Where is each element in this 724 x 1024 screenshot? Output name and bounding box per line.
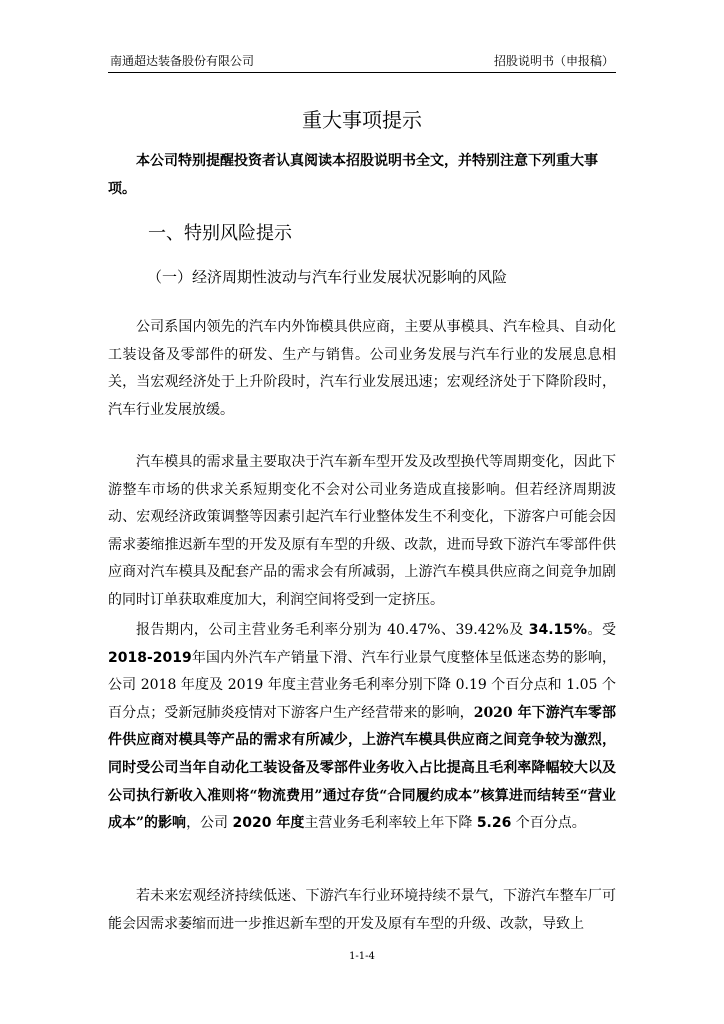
margin-text-5: 主营业务毛利率较上年下降 [304,815,477,832]
paragraph-mold-demand: 汽车模具的需求量主要取决于汽车新车型开发及改型换代等周期变化，因此下游整车市场的供求关系短期变化不会对公司业务造成直接影响。但若经济周期波动、宏观经济政策调整等因素引起汽车行业整体发生不利变化，下游客户可能会因需求萎缩推迟新车型的开发及原有车型的升级、改款，进而导致下游汽车零部件供应商对汽车模具及配套产品的需求会有所减弱，上游汽车模具供应商之间竞争加剧的同时订单获取难度加大，利润空间将受到一定挤压。 [108,454,616,608]
paragraph-future-risk: 若未来宏观经济持续低迷、下游汽车行业环境持续不景气，下游汽车整车厂可能会因需求萎缩而进一步推迟新车型的开发及原有车型的升级、改款，导致上 [108,888,616,932]
margin-year-2020: 2020 年度 [232,815,305,832]
margin-text-2: 。受 [587,622,616,638]
margin-years-range: 2018-2019 [108,649,192,666]
page-number: 1-1-4 [349,951,375,962]
margin-text-6: 个百分点。 [511,815,586,832]
margin-value-2020: 34.15% [528,622,588,638]
section-heading-risk: 一、特别风险提示 [148,223,292,244]
investor-notice: 本公司特别提醒投资者认真阅读本招股说明书全文，并特别注意下列重大事项。 [108,153,598,197]
paragraph-gross-margin [108,617,616,838]
margin-text-bold-2020-reason: 2020 年下游汽车零部件供应商对模具等产品的需求有所减少，上游汽车模具供应商之间竞争较为激烈，同时受公司当年自动化工装设备及零部件业务收入占比提高且毛利率降幅较大以及公司执行新收入准则将“物流费用”通过存货“合同履约成本”核算进而结转至“营业成本”的影响 [108,704,616,832]
header-document-type: 招股说明书（申报稿） [493,54,614,68]
margin-decline-value: 5.26 [476,815,512,832]
margin-text-3: 年国内外汽车产销量下滑、汽车行业景气度整体呈低迷态势的影响，公司 2018 年度及 2019 年度主营业务毛利率分别下降 0.19 个百分点和 1.05 个百分点；受新冠肺炎疫情对下游客户生产经营带来的影响， [108,649,616,721]
paragraph-company-overview: 公司系国内领先的汽车内外饰模具供应商，主要从事模具、汽车检具、自动化工装设备及零部件的研发、生产与销售。公司业务发展与汽车行业的发展息息相关，当宏观经济处于上升阶段时，汽车行业发展迅速；宏观经济处于下降阶段时，汽车行业发展放缓。 [108,319,616,418]
page-title: 重大事项提示 [302,108,422,132]
header-company-name: 南通超达装备股份有限公司 [110,54,255,68]
page-header [108,49,616,73]
margin-text-4: ，公司 [186,815,233,832]
subsection-heading-economic-cycle: （一）经济周期性波动与汽车行业发展状况影响的风险 [147,268,508,286]
margin-text-1: 报告期内，公司主营业务毛利率分别为 40.47%、39.42%及 [136,622,529,638]
